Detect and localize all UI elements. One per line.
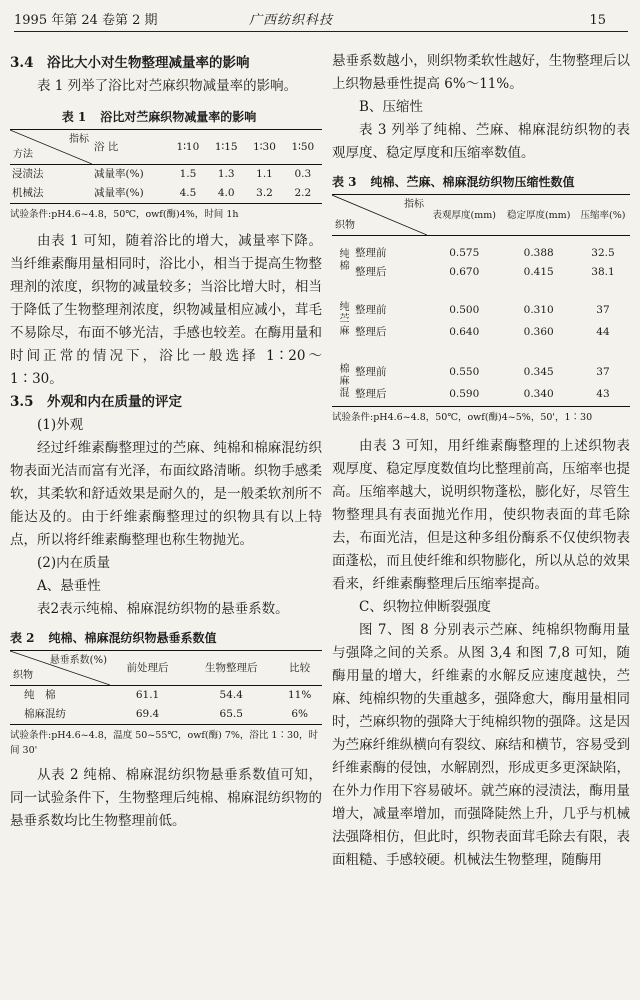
table-row: 纯苎麻 整理前 0.500 0.310 37 [332, 300, 630, 322]
table-row: 纯 棉 61.1 54.4 11% [24, 689, 312, 701]
subhead-inner-quality: (2)内在质量 [37, 555, 111, 571]
paragraph-after-table1: 由表 1 可知，随着浴比的增大，减量率下降。当纤维素酶用量相同时，浴比小，相当于提高生物整理剂的浓度，织物的减量较多；当浴比增大时，相当于降低了生物整理剂浓度，织物减量相应减小，茸毛不易除尽，布面不够光洁，手感也较差。在酶用量和时间正常的情况下，浴比一般选择 1∶20～1∶30。 [10, 233, 322, 387]
table1-corner: 指标 方法 [10, 130, 92, 164]
table3-col: 表观厚度(mm) [432, 209, 496, 221]
section-3-5-title: 3.5 外观和内在质量的评定 [10, 394, 182, 410]
page-number: 15 [589, 13, 606, 28]
table2 [10, 650, 322, 725]
table1-col: 1∶10 [176, 140, 200, 153]
table-row: 浸渍法 减量率(%) 1.5 1.3 1.1 0.3 [12, 168, 312, 180]
table2-caption: 表 2 纯棉、棉麻混纺织物悬垂系数值 [10, 631, 217, 645]
tensile-paragraph: 图 7、图 8 分别表示苎麻、纯棉织物酶用量与强降之间的关系。从图 3,4 和图 7,8 可知，随酶用量的增大，纤维素的水解反应速度越快，苎麻、纯棉织物的失重越多，强降愈大，酶用量相同时，苎麻织物的强降大于纯棉织物的强降。这是因为苎麻纤维纵横向有裂纹、麻结和横节，容易受到纤维素酶的侵蚀，水解剧烈，形成更多更深缺陷，在外力作用下容易破坏。就苎麻的浸渍法，酶用量增大，减量率增加，而强降陡然上升，几乎与机械法强降相仿，但此时，织物表面茸毛除去有限，表面粗糙、手感较硬。机械法生物整理，随酶用 [332, 621, 630, 868]
paragraph-after-table2: 从表 2 纯棉、棉麻混纺织物悬垂系数值可知，同一试验条件下，生物整理后纯棉、棉麻混纺织物的悬垂系数均比生物整理前低。 [10, 767, 322, 829]
compressibility-paragraph: 表 3 列举了纯棉、苎麻、棉麻混纺织物的表观厚度、稳定厚度和压缩率数值。 [332, 122, 630, 161]
journal-issue: 1995 年第 24 卷第 2 期 [14, 13, 158, 28]
drape-continued-paragraph: 悬垂系数越小，则织物柔软性越好，生物整理后以上织物悬垂性提高 6%～11%。 [332, 53, 630, 92]
table3-caption: 表 3 纯棉、苎麻、棉麻混纺织物压缩性数值 [332, 175, 575, 189]
table2-note: 试验条件:pH4.6~4.8，温度 50~55℃，owf(酶) 7%，浴比 1∶30，时间 30' [10, 730, 319, 756]
section-3-4-title: 3.4 浴比大小对生物整理减量率的影响 [10, 55, 250, 71]
table-row: 机械法 减量率(%) 4.5 4.0 3.2 2.2 [10, 184, 322, 204]
table-row: 整理后 0.590 0.340 43 [332, 383, 630, 406]
table-row: 纯棉 整理前 0.575 0.388 32.5 [332, 244, 630, 263]
table1-col: 1∶30 [253, 140, 276, 153]
table1-note: 试验条件:pH4.6~4.8，50℃，owf(酶)4%，时间 1h [10, 209, 239, 220]
table-row: 棉麻混纺 69.4 65.5 6% [10, 705, 322, 725]
subhead-compressibility: B、压缩性 [359, 99, 423, 115]
fabric-label: 纯苎麻 [337, 300, 348, 337]
table-row: 整理后 0.670 0.415 38.1 [355, 265, 615, 278]
table3-col: 压缩率(%) [580, 209, 626, 221]
table-row: 棉麻混 整理前 0.550 0.345 37 [332, 362, 630, 384]
appearance-paragraph: 经过纤维素酶整理过的苎麻、纯棉和棉麻混纺织物表面光洁而富有光泽，布面纹路清晰。织物手感柔软，其柔软和舒适效果是耐久的，是一般柔软剂所不能达及的。由于纤维素酶整理过的织物具有以上特点，所以将纤维素酶整理也称生物抛光。 [10, 440, 322, 548]
subhead-appearance: (1)外观 [37, 417, 84, 433]
drape-paragraph: 表2表示纯棉、棉麻混纺织物的悬垂系数。 [37, 601, 289, 617]
fabric-label: 棉麻混 [337, 362, 348, 399]
table1 [10, 129, 322, 204]
left-column [10, 50, 322, 833]
table3-note: 试验条件:pH4.6~4.8，50℃，owf(酶)4~5%，50'，1∶30 [332, 411, 593, 423]
table2-col: 生物整理后 [204, 661, 258, 674]
right-column [332, 50, 630, 872]
table3-col: 稳定厚度(mm) [506, 209, 571, 221]
subhead-drape: A、悬垂性 [37, 578, 101, 594]
table2-col: 前处理后 [126, 661, 169, 674]
table2-corner: 悬垂系数(%) 织物 [10, 651, 110, 685]
table3 [332, 194, 630, 407]
fabric-label: 纯棉 [337, 247, 348, 272]
s34-paragraph: 表 1 列举了浴比对苎麻织物减量率的影响。 [37, 78, 298, 94]
table3-corner: 指标 织物 [332, 195, 427, 235]
table2-col: 比较 [289, 661, 311, 674]
paragraph-after-table3: 由表 3 可知，用纤维素酶整理的上述织物表观厚度、稳定厚度数值均比整理前高，压缩率也提高。压缩率越大，说明织物蓬松，膨化好，尽管生物整理具有表面抛光作用，使织物表面的茸毛除去，布面光洁，但是这种多组份酶系不仅使织物表面蓬松，而且使纤维和织物膨化，所以从总的效果看来，纤维素酶整理后压缩率提高。 [332, 437, 630, 592]
table1-col: 1∶50 [291, 140, 315, 153]
subhead-tensile-strength: C、织物拉伸断裂强度 [359, 598, 491, 615]
table-row: 整理后 0.640 0.360 44 [355, 326, 610, 338]
running-header [14, 6, 628, 32]
table1-col: 1∶15 [214, 140, 238, 153]
journal-title: 广西纺织科技 [249, 13, 334, 28]
table1-caption: 表 1 浴比对苎麻织物减量率的影响 [61, 110, 257, 124]
table1-col-label: 浴 比 [94, 140, 119, 153]
